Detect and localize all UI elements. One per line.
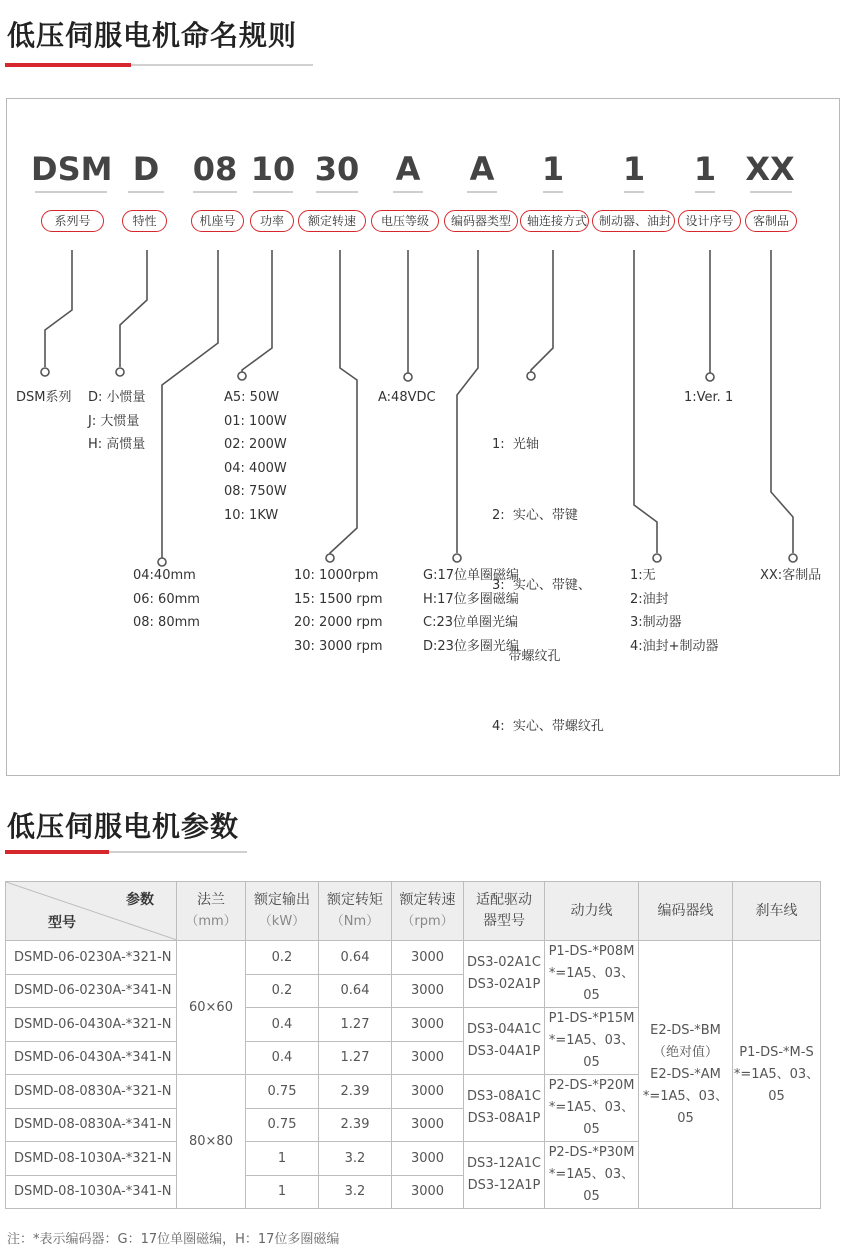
label-shaft: 轴连接方式: [520, 210, 589, 232]
title-underline: [5, 851, 247, 853]
header-power-cable: 动力线: [545, 882, 639, 941]
desc-voltage: A:48VDC: [378, 390, 436, 405]
code-series: DSM: [31, 150, 113, 188]
code-frame: 08: [192, 150, 238, 188]
code-power: 10: [250, 150, 296, 188]
label-frame: 机座号: [191, 210, 244, 232]
table-row: DSMD-06-0430A-*321-N 0.4 1.27 3000 DS3-04A1C DS3-04A1P P1-DS-*P15M *=1A5、03、05: [6, 1008, 821, 1042]
desc-speed: 10: 1000rpm 15: 1500 rpm 20: 2000 rpm 30: 3000 rpm: [294, 568, 383, 654]
driver-cell: DS3-08A1C DS3-08A1P: [464, 1075, 545, 1142]
desc-frame: 04:40mm 06: 60mm 08: 80mm: [133, 568, 200, 630]
desc-feature: D: 小惯量 J: 大惯量 H: 高惯量: [88, 390, 146, 452]
table-row: DSMD-06-0430A-*341-N 0.4 1.27 3000: [6, 1041, 821, 1075]
desc-shaft: 1: 光轴 2: 实心、带键 3: 实心、带键、 带螺纹孔 4: 实心、带螺纹孔: [492, 437, 604, 734]
label-custom: 客制品: [745, 210, 797, 232]
table-row: DSMD-08-0830A-*321-N 80×80 0.75 2.39 3000 DS3-08A1C DS3-08A1P P2-DS-*P20M *=1A5、03、05: [6, 1075, 821, 1109]
label-speed: 额定转速: [298, 210, 366, 232]
code-feature: D: [132, 150, 160, 188]
header-flange: 法兰 （mm）: [177, 882, 246, 941]
header-power: 额定输出 （kW）: [246, 882, 319, 941]
param-table: [5, 881, 821, 1209]
driver-cell: DS3-04A1C DS3-04A1P: [464, 1008, 545, 1075]
desc-power: A5: 50W 01: 100W 02: 200W 04: 400W 08: 750W 10: 1KW: [224, 390, 287, 523]
section-title-naming: 低压伺服电机命名规则: [7, 19, 298, 52]
code-voltage: A: [395, 150, 421, 188]
table-row: DSMD-08-0830A-*341-N 0.75 2.39 3000: [6, 1108, 821, 1142]
label-encoder: 编码器类型: [444, 210, 518, 232]
header-corner: [6, 882, 177, 941]
desc-design: 1:Ver. 1: [684, 390, 734, 405]
header-brake-cable: 刹车线: [733, 882, 821, 941]
label-design: 设计序号: [678, 210, 741, 232]
power-cable-cell: P2-DS-*P30M *=1A5、03、05: [545, 1142, 639, 1209]
header-model: 型号: [48, 915, 76, 931]
table-row: DSMD-08-1030A-*341-N 1 3.2 3000: [6, 1175, 821, 1209]
brake-cable-cell: P1-DS-*M-S *=1A5、03、05: [733, 941, 821, 1209]
label-series: 系列号: [41, 210, 104, 232]
flange-cell: 80×80: [177, 1075, 246, 1209]
power-cable-cell: P2-DS-*P20M *=1A5、03、05: [545, 1075, 639, 1142]
power-cable-cell: P1-DS-*P08M *=1A5、03、05: [545, 941, 639, 1008]
power-cable-cell: P1-DS-*P15M *=1A5、03、05: [545, 1008, 639, 1075]
driver-cell: DS3-12A1C DS3-12A1P: [464, 1142, 545, 1209]
label-power: 功率: [250, 210, 294, 232]
label-voltage: 电压等级: [371, 210, 439, 232]
header-speed: 额定转速 （rpm）: [392, 882, 464, 941]
desc-series: DSM系列: [16, 390, 72, 405]
code-encoder: A: [469, 150, 495, 188]
code-design: 1: [693, 150, 717, 188]
code-speed: 30: [314, 150, 360, 188]
header-params: 参数: [126, 892, 154, 908]
desc-encoder: G:17位单圈磁编 H:17位多圈磁编 C:23位单圈光编 D:23位多圈光编: [423, 568, 519, 654]
table-row: DSMD-06-0230A-*321-N 60×60 0.2 0.64 3000 DS3-02A1C DS3-02A1P P1-DS-*P08M *=1A5、03、05 E2-DS-*BM （绝对值） E2-DS-*AM *=1A5、03、05 P1-DS-*M-S *=1A5、03、05: [6, 941, 821, 975]
header-driver: 适配驱动 器型号: [464, 882, 545, 941]
desc-brake: 1:无 2:油封 3:制动器 4:油封+制动器: [630, 568, 719, 654]
driver-cell: DS3-02A1C DS3-02A1P: [464, 941, 545, 1008]
table-row: DSMD-08-1030A-*321-N 1 3.2 3000 DS3-12A1C DS3-12A1P P2-DS-*P30M *=1A5、03、05: [6, 1142, 821, 1176]
code-shaft: 1: [541, 150, 565, 188]
section-title-params: 低压伺服电机参数: [7, 810, 240, 843]
label-feature: 特性: [122, 210, 167, 232]
flange-cell: 60×60: [177, 941, 246, 1075]
footnote: 注：*表示编码器：G：17位单圈磁编，H：17位多圈磁编: [7, 1232, 340, 1247]
code-brake: 1: [622, 150, 646, 188]
header-torque: 额定转矩 （Nm）: [319, 882, 392, 941]
code-custom: XX: [745, 150, 795, 188]
desc-custom: XX:客制品: [760, 568, 822, 583]
table-row: DSMD-06-0230A-*341-N 0.2 0.64 3000: [6, 974, 821, 1008]
label-brake: 制动器、油封: [592, 210, 675, 232]
header-encoder-cable: 编码器线: [639, 882, 733, 941]
encoder-cable-cell: E2-DS-*BM （绝对值） E2-DS-*AM *=1A5、03、05: [639, 941, 733, 1209]
